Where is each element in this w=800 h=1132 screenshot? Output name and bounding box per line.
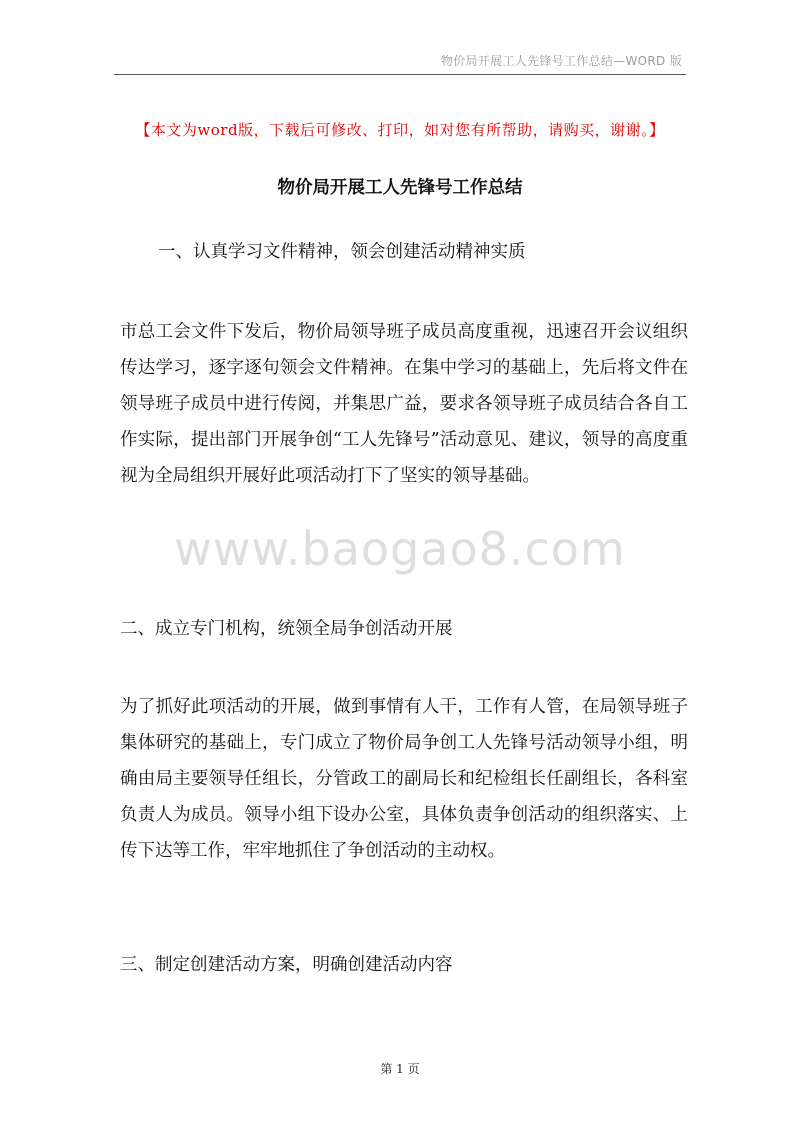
section-heading-3: 三、制定创建活动方案，明确创建活动内容 [120,955,453,975]
document-title: 物价局开展工人先锋号工作总结 [277,178,523,198]
purchase-notice: 【本文为word版，下载后可修改、打印，如对您有所帮助，请购买，谢谢。】 [135,121,665,139]
page-number: 第 1 页 [380,1062,420,1076]
watermark: www.baogao8.com [174,522,626,576]
header-divider [114,74,686,75]
section-body-2: 为了抓好此项活动的开展，做到事情有人干，工作有人管，在局领导班子集体研究的基础上，专门成立了物价局争创工人先锋号活动领导小组，明确由局主要领导任组长，分管政工的副局长和纪检组长任副组长，各科室负责人为成员。领导小组下设办公室，具体负责争创活动的组织落实、上传下达等工作，牢牢地抓住了争创活动的主动权。 [120,697,688,861]
section-body-1: 市总工会文件下发后，物价局领导班子成员高度重视，迅速召开会议组织传达学习，逐字逐句领会文件精神。在集中学习的基础上，先后将文件在领导班子成员中进行传阅，并集思广益，要求各领导班子成员结合各自工作实际，提出部门开展争创“工人先锋号”活动意见、建议，领导的高度重视为全局组织开展好此项活动打下了坚实的领导基础。 [120,322,688,486]
section-heading-2: 二、成立专门机构，统领全局争创活动开展 [120,619,453,639]
section-heading-1: 一、认真学习文件精神，领会创建活动精神实质 [158,242,526,262]
running-header: 物价局开展工人先锋号工作总结—WORD 版 [440,54,682,68]
